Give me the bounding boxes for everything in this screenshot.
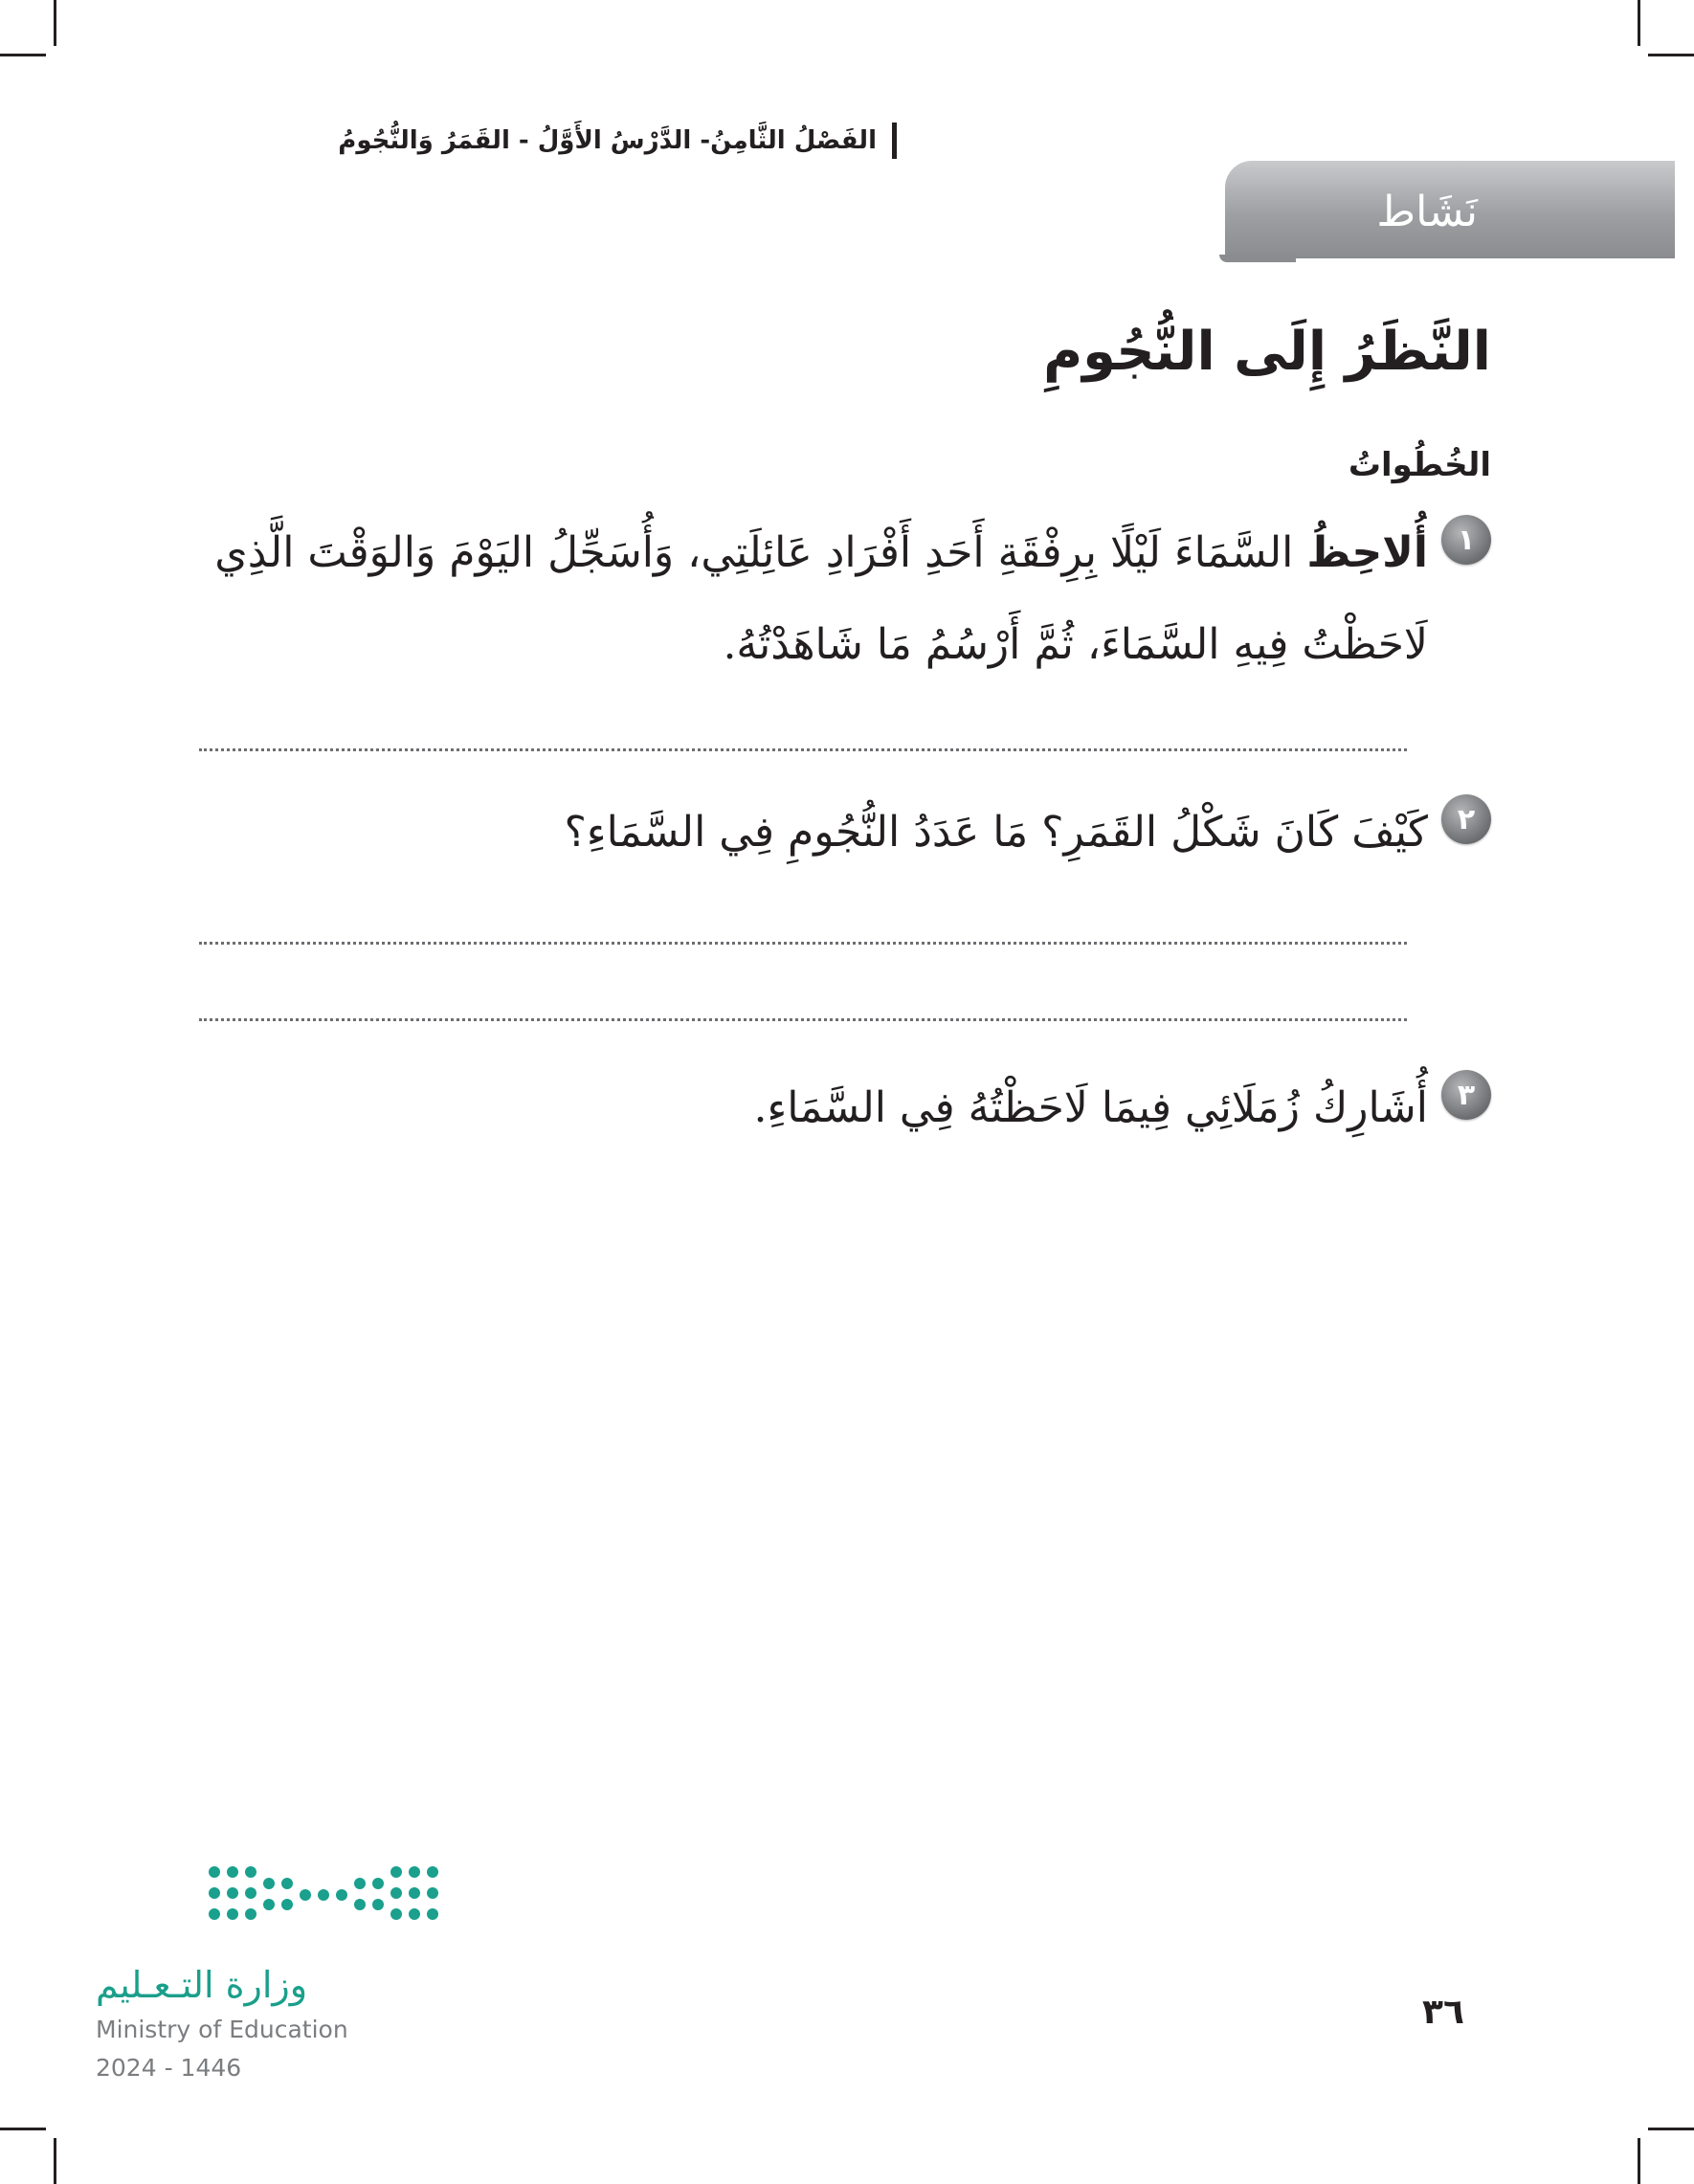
logo-dot	[372, 1878, 384, 1889]
logo-dot	[209, 1887, 220, 1899]
crop-mark	[0, 2128, 46, 2130]
step-2	[199, 787, 1491, 879]
crop-mark	[54, 0, 56, 46]
logo-dot	[245, 1908, 256, 1920]
logo-dot	[354, 1899, 366, 1910]
crop-mark	[0, 54, 46, 56]
activity-tab-label: نَشَاط	[1376, 188, 1478, 236]
logo-dot	[263, 1878, 275, 1889]
ministry-name-english: Ministry of Education	[96, 2016, 348, 2043]
page-number: ٣٦	[1422, 1993, 1464, 2032]
logo-dot	[354, 1878, 366, 1889]
crop-mark	[1648, 54, 1694, 56]
logo-dot	[281, 1899, 293, 1910]
step-text	[199, 507, 1428, 691]
crop-mark	[54, 2138, 56, 2184]
logo-dot	[209, 1866, 220, 1878]
logo-dot	[245, 1866, 256, 1878]
step-3	[199, 1062, 1491, 1154]
logo-dot	[209, 1908, 220, 1920]
logo-dot	[427, 1887, 438, 1899]
logo-dot	[300, 1889, 311, 1901]
logo-dot	[227, 1887, 238, 1899]
breadcrumb	[338, 123, 897, 159]
step-number-badge: ٢	[1441, 794, 1491, 844]
crop-mark	[1648, 2128, 1694, 2130]
crop-mark	[1638, 2138, 1640, 2184]
ministry-logo-icon	[209, 1866, 448, 1952]
step-verb: أُلاحِظُ	[1306, 528, 1428, 577]
logo-dot	[409, 1887, 420, 1899]
steps-heading: الخُطُواتُ	[1348, 446, 1491, 484]
logo-dot	[263, 1899, 275, 1910]
logo-dot	[409, 1908, 420, 1920]
answer-line[interactable]	[199, 942, 1407, 945]
logo-dot	[390, 1887, 402, 1899]
logo-dot	[427, 1908, 438, 1920]
logo-dot	[409, 1866, 420, 1878]
logo-dot	[390, 1866, 402, 1878]
step-body: السَّمَاءَ لَيْلًا بِرِفْقَةِ أَحَدِ أَفْرَادِ عَائِلَتِي، وَأُسَجِّلُ اليَوْمَ وَالوَقْتَ الَّذِي لَاحَظْتُ فِيهِ السَّمَاءَ، ثُمَّ أَرْسُمُ مَا شَاهَدْتُهُ.	[214, 528, 1428, 669]
step-number-badge: ١	[1441, 515, 1491, 565]
step-1	[199, 507, 1491, 691]
logo-dot	[318, 1889, 329, 1901]
step-text: كَيْفَ كَانَ شَكْلُ القَمَرِ؟ مَا عَدَدُ النُّجُومِ فِي السَّمَاءِ؟	[564, 808, 1428, 857]
logo-dot	[227, 1866, 238, 1878]
breadcrumb-text: الفَصْلُ الثَّامِنُ- الدَّرْسُ الأَوَّلُ - القَمَرُ وَالنُّجُومُ	[338, 126, 877, 155]
answer-line[interactable]	[199, 1018, 1407, 1021]
logo-dot	[245, 1887, 256, 1899]
logo-dot	[281, 1878, 293, 1889]
edition-year: 2024 - 1446	[96, 2054, 242, 2082]
page-title: النَّظَرُ إِلَى النُّجُومِ	[1043, 321, 1491, 383]
logo-dot	[372, 1899, 384, 1910]
step-number-badge: ٣	[1441, 1070, 1491, 1120]
logo-dot	[336, 1889, 347, 1901]
logo-dot	[427, 1866, 438, 1878]
logo-dot	[390, 1908, 402, 1920]
breadcrumb-divider	[892, 123, 897, 159]
logo-dot	[227, 1908, 238, 1920]
crop-mark	[1638, 0, 1640, 46]
step-text: أُشَارِكُ زُمَلَائِي فِيمَا لَاحَظْتُهُ فِي السَّمَاءِ.	[753, 1083, 1428, 1132]
ministry-name-arabic: وزارة التـعـليم	[96, 1964, 308, 2006]
answer-line[interactable]	[199, 748, 1407, 751]
